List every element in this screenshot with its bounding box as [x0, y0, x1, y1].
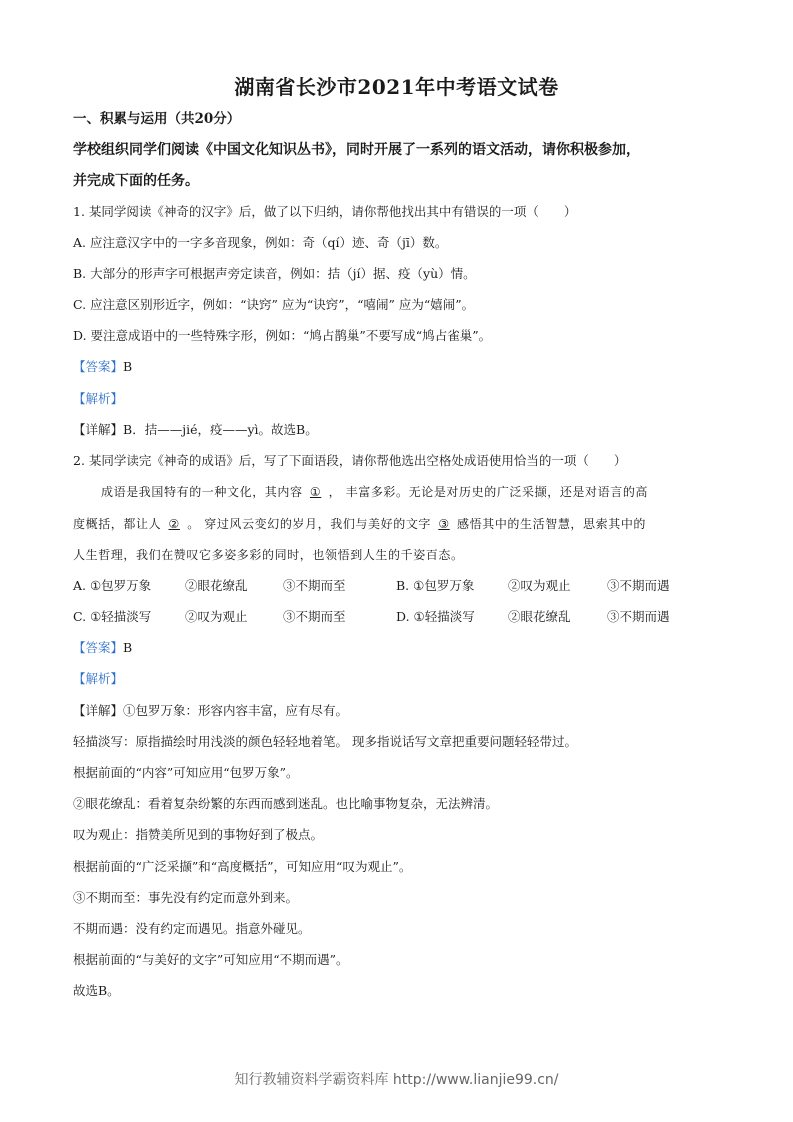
blank-1: ① [309, 485, 322, 499]
option-c-2: ②叹为观止 [185, 609, 248, 624]
option-a-2: ②眼花缭乱 [185, 578, 248, 593]
question-1-analysis-tag: 【解析】 [73, 391, 124, 406]
detail-tag: 【详解】 [73, 703, 124, 718]
question-2-detail-line: 叹为观止：指赞美所见到的事物好到了极点。 [73, 827, 324, 842]
option-a-1: A. ①包罗万象 [73, 578, 152, 593]
passage-line-3: 人生哲理，我们在赞叹它多姿多彩的同时，也领悟到人生的千姿百态。 [73, 548, 464, 562]
option-c-1: C. ①轻描淡写 [73, 609, 152, 624]
question-2-detail-line: 轻描淡写：原指描绘时用浅淡的颜色轻轻地着笔。 现多指说话写文章把重要问题轻轻带过。 [73, 734, 577, 749]
passage-text: 。 穿过风云变幻的岁月，我们与美好的文字 [187, 517, 432, 531]
passage-line-1 [101, 483, 648, 501]
question-2-detail-line [73, 702, 348, 720]
option-b-2: ②叹为观止 [508, 578, 571, 593]
question-1-option-b: B. 大部分的形声字可根据声旁定读音，例如：拮（jí）据、疫（yù）情。 [73, 266, 476, 281]
option-d-3: ③不期而遇 [607, 609, 670, 624]
answer-value: B [123, 640, 133, 655]
option-a-3: ③不期而至 [283, 578, 346, 593]
question-2-detail-line: ③不期而至：事先没有约定而意外到来。 [73, 890, 299, 905]
intro-line-1: 学校组织同学们阅读《中国文化知识丛书》，同时开展了一系列的语文活动，请你积极参加， [73, 142, 640, 158]
page-footer: 知行教辅资料学霸资料库 http://www.lianjie99.cn/ [234, 1072, 559, 1088]
question-2-detail-line: 根据前面的“广泛采撷”和“高度概括”，可知应用“叹为观止”。 [73, 859, 412, 874]
page-title: 湖南省长沙市2021年中考语文试卷 [234, 75, 559, 99]
question-1-option-c: C. 应注意区别形近字，例如：“诀窍” 应为“诀窍”，“嘻闹” 应为“嬉闹”。 [73, 297, 475, 312]
answer-tag: 【答案】 [73, 640, 124, 655]
question-2-stem: 2. 某同学读完《神奇的成语》后，写了下面语段，请你帮他选出空格处成语使用恰当的一项（ ） [73, 453, 627, 468]
option-d-2: ②眼花缭乱 [508, 609, 571, 624]
question-1-stem: 1. 某同学阅读《神奇的汉字》后，做了以下归纳，请你帮他找出其中有错误的一项（ ） [73, 204, 577, 219]
section-heading: 一、积累与运用（共20分） [73, 111, 241, 127]
detail-text: ①包罗万象：形容内容丰富，应有尽有。 [123, 703, 349, 718]
passage-line-2 [73, 515, 646, 533]
option-b-3: ③不期而遇 [607, 578, 670, 593]
question-1-option-d: D. 要注意成语中的一些特殊字形，例如：“鸠占鹊巢”不要写成“鸠占雀巢”。 [73, 328, 492, 343]
answer-tag: 【答案】 [73, 359, 124, 374]
detail-text: B．拮——jié，疫——yì。故选B。 [123, 422, 318, 437]
question-2-detail-line: 不期而遇：没有约定而遇见。指意外碰见。 [73, 921, 311, 936]
option-b-1: B. ①包罗万象 [396, 578, 475, 593]
blank-3: ③ [438, 517, 450, 531]
question-2-analysis-tag: 【解析】 [73, 671, 124, 686]
blank-2: ② [168, 517, 180, 531]
question-2-answer [73, 639, 132, 657]
question-1-detail [73, 421, 318, 439]
question-2-detail-line: 故选B。 [73, 983, 120, 998]
option-c-3: ③不期而至 [283, 609, 346, 624]
answer-value: B [123, 359, 133, 374]
detail-tag: 【详解】 [73, 422, 124, 437]
question-2-detail-line: 根据前面的“内容”可知应用“包罗万象”。 [73, 765, 299, 780]
question-1-answer [73, 358, 132, 376]
question-2-detail-line: 根据前面的“与美好的文字”可知应用“不期而遇”。 [73, 952, 349, 967]
passage-text: 成语是我国特有的一种文化，其内容 [101, 485, 303, 499]
question-2-detail-line: ②眼花缭乱：看着复杂纷繁的东西而感到迷乱。也比喻事物复杂，无法辨清。 [73, 796, 499, 811]
passage-text: 度概括，都让人 [73, 517, 162, 531]
passage-text: ， 丰富多彩。无论是对历史的广泛采撷，还是对语言的高 [328, 485, 649, 499]
passage-text: 感悟其中的生活智慧，思索其中的 [457, 517, 647, 531]
question-1-option-a: A. 应注意汉字中的一字多音现象，例如：奇（qí）迹、奇（jī）数。 [73, 235, 448, 250]
intro-line-2: 并完成下面的任务。 [73, 173, 199, 189]
option-d-1: D. ①轻描淡写 [396, 609, 475, 624]
